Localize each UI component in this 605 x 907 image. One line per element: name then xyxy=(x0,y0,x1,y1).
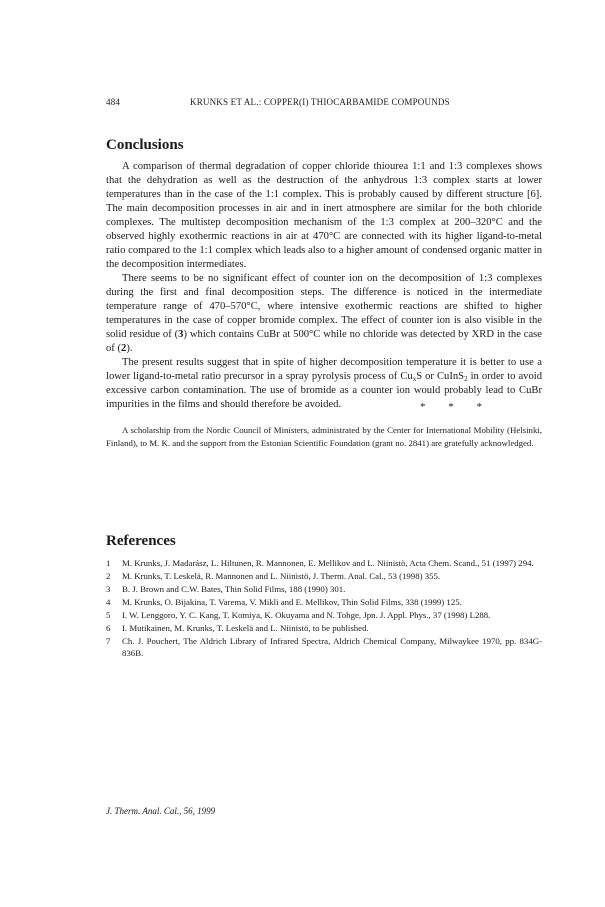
reference-item: 7 Ch. J. Pouchert, The Aldrich Library of Infrared Spectra, Aldrich Chemical Company, Milwaykee 1970, pp. 834G-836B. xyxy=(106,636,542,658)
acknowledgement: A scholarship from the Nordic Council of Ministers, administrated by the Center for International Mobility (Helsinki, Finland), to M. K. and the support from the Estonian Scientific Foundation (grant no. 2841) are gratefully acknowledged. xyxy=(106,425,542,448)
conclusions-paragraph-3: The present results suggest that in spite of higher decomposition temperature it is better to use a lower ligand-to-metal ratio precursor in a spray pyrolysis process of $Cu_xS$ or CuInS$_2$ in order to avoid excessive carbon contamination. The use of bromide as a counter ion would probably lead to CuBr impurities in the films and should therefore be avoided. xyxy=(106,357,543,410)
reference-item: 5 I. W. Lenggoro, Y. C. Kang, T. Komiya, K. Okuyama and N. Tohge, Jpn. J. Appl. Phys., 37 (1998) L288. xyxy=(106,610,491,620)
page-number: 484 xyxy=(106,97,121,107)
conclusions-paragraph-1: A comparison of thermal degradation of copper chloride thiourea 1:1 and 1:3 complexes shows that the dehydration as well as the destruction of the anhydrous 1:3 complex starts at lower temperatures than in the case of the 1:1 complex. This is probably caused by different structure [6]. The main decomposition processes in air and in inert atmosphere are similar for the both chloride complexes. The multistep decomposition mechanism of the 1:3 complex at 200–320°C and the observed highly exothermic reactions in air at 470°C are connected with its higher ligand-to-metal ratio compared to the 1:1 complex which leads also to a higher amount of condensed organic matter in the decomposition intermediates. xyxy=(106,161,542,270)
conclusions-paragraph-2: There seems to be no significant effect of counter ion on the decomposition of 1:3 complexes during the first and final decomposition steps. The difference is noticed in the intermediate temperature range of 470–570°C, where intensive exothermic reactions are shifted to higher temperatures in the case of copper bromide complex. The effect of counter ion is also visible in the solid residue of (3) which contains CuBr at 500°C while no chloride was detected by XRD in the case of (2). xyxy=(106,273,543,354)
references-heading: References xyxy=(106,533,176,549)
running-title: KRUNKS ET AL.: COPPER(I) THIOCARBAMIDE COMPOUNDS xyxy=(190,97,450,107)
reference-item: 2 M. Krunks, T. Leskelä, R. Mannonen and L. Niinistö, J. Therm. Anal. Cal., 53 (1998) 355. xyxy=(106,571,441,581)
compound-ref-3: 3 xyxy=(178,329,184,340)
reference-list xyxy=(106,557,542,660)
conclusions-heading: Conclusions xyxy=(106,137,184,153)
reference-item: 1 M. Krunks, J. Madarász, L. Hiltunen, R. Mannonen, E. Mellikov and L. Niinistö, Acta Chem. Scand., 51 (1997) 294. xyxy=(106,558,534,568)
journal-footer: J. Therm. Anal. Cal., 56, 1999 xyxy=(106,806,216,816)
reference-item: 6 I. Mutikainen, M. Krunks, T. Leskelä and L. Niinistö, to be published. xyxy=(106,623,369,633)
reference-item: 3 B. J. Brown and C.W. Bates, Thin Solid Films, 188 (1990) 301. xyxy=(106,584,346,594)
conclusions-body xyxy=(106,160,542,412)
section-separator: * * * xyxy=(420,401,492,413)
compound-ref-2: 2 xyxy=(121,343,127,354)
reference-item: 4 M. Krunks, O. Bijakina, T. Varema, V. Mikli and E. Mellikov, Thin Solid Films, 338 (1999) 125. xyxy=(106,597,462,607)
